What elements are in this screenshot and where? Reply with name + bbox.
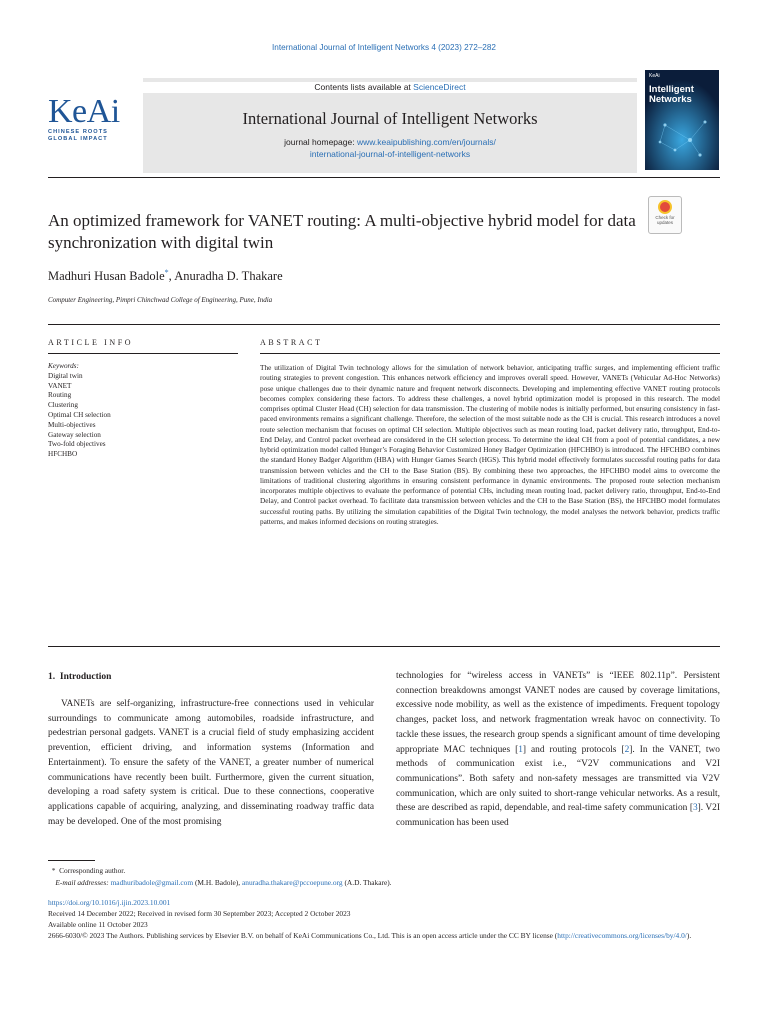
keywords-list [48,362,238,460]
contents-availability: Contents lists available at ScienceDirect [143,82,637,93]
license-statement: 2666-6030/© 2023 The Authors. Publishing services by Elsevier B.V. on behalf of KeAi Communications Co., Ltd. This is an open access article under the CC BY license (http://creativecommons.org/licenses/by/4.0/). [48,931,692,940]
abstract-text: The utilization of Digital Twin technology allows for the simulation of network behavior, anticipating traffic surges, and implementing efficient traffic routing strategies to prevent congestion. This enhances network efficiency and improves overall speed. However, VANETs (Vehicular Ad-Hoc Networks) pose unique challenges due to their dynamic nature and frequent network disconnects. Developing and implementing effective VANET routing protocols becomes complex considering these factors. To address these challenges, a novel hybrid optimization model is proposed in this research. The model comprises optimal Cluster Head (CH) selection for data transmission. The clustering of mobile nodes is initially performed, but ensuring consistency in fast-paced environments remains a significant challenge. Therefore, the selection of the most suitable node as the CH is crucial. This research introduces a novel route selection mechanism that focuses on optimal CH selection. Multiple objectives such as mean routing load, packet delivery ratio, throughput, End-to-End Delay, and Control packet overhead are considered in the CH selection process. To determine the ideal CH from a pool of potential candidates, a new hybrid optimization model called Hunger’s Foraging Behavior Customized Honey Badger Optimization (HFCHBO) is introduced. The HFCHBO combines the standard Honey Badger Algorithm (HBA) with Hunger Games Search (HGS). This hybrid model effectively formulates successful routing paths for data transmission between vehicles and the CH to the Base Station (BS). By combining these two approaches, the HFCHBO model aims to overcome the limitations of traditional clustering algorithms in ensuring consistent performance in dynamic environments. The proposed route selection mechanism incorporates multiple objectives to evaluate the performance of potential CHs, including mean routing load, packet delivery ratio, throughput, End-to-End Delay, and Control packet overhead. To facilitate data transmission between vehicles and the CH to the Base Station (BS), the HFCHBO model formulates successful routing paths. By utilizing the simulation capabilities of the Digital Twin technology, the model analyses the network behavior, predicts traffic patterns, and makes informed decisions on routing strategies. [260,363,720,526]
keyword: Digital twin [48,371,83,380]
footnote [48,865,720,889]
sciencedirect-link[interactable]: ScienceDirect [413,82,466,92]
abstract-bottom-divider [48,646,720,647]
email-addresses: E-mail addresses: madhuribadole@gmail.com (M.H. Badole), anuradha.thakare@pccoepune.org (A.D. Thakare). [55,878,392,887]
article-info-divider [48,353,238,354]
section-heading-introduction: 1. Introduction [48,672,112,682]
article-footer [48,897,720,941]
section-divider [48,324,720,325]
email-link[interactable]: madhuribadole@gmail.com [110,878,194,887]
keywords-label: Keywords: [48,362,79,370]
abstract-divider [260,353,720,354]
journal-cover-image: KeAi Intelligent Networks [645,70,719,170]
citation-ref-2[interactable]: 2 [624,744,630,755]
available-online: Available online 11 October 2023 [48,920,148,929]
body-text-right-column: technologies for “wireless access in VANETs” is “IEEE 802.11p”. Persistent connection breakdowns amongst VANET nodes are caused by coverage limitations, excessive node mobility, as well as the existence of impediments. Frequent topology changes, packet loss, and network fragmentation wreak havoc on connectivity. To tackle these issues, the research group spends a significant amount of time developing appropriate MAC techniques [1] and routing protocols [2]. In the VANET, two methods of communication exist i.e., “V2V communications and V2I communications”. Both safety and non-safety messages are transmitted via V2V communication, which are only suited to short-range vehicular networks. As a result, these are described as rapid, dependable, and real-time safety communication [3]. V2I communication has been used [396,671,720,829]
homepage-link-cont[interactable]: international-journal-of-intelligent-networks [309,149,471,159]
email-link[interactable]: anuradha.thakare@pccoepune.org [241,878,343,887]
footnote-divider [48,860,95,861]
journal-title: International Journal of Intelligent Networks [242,109,538,128]
check-updates-icon [658,200,672,214]
homepage-link[interactable]: www.keaipublishing.com/en/journals/ [356,137,496,147]
keyword: Gateway selection [48,430,101,439]
citation-ref-1[interactable]: 1 [518,744,523,755]
keyword: Clustering [48,401,78,410]
paper-title: An optimized framework for VANET routing: A multi-objective hybrid model for data synchronization with digital twin [48,211,636,252]
doi-link[interactable]: https://doi.org/10.1016/j.ijin.2023.10.001 [48,898,171,907]
corresponding-author-note: * Corresponding author. [51,866,126,875]
keai-logo [48,95,134,143]
keyword: Multi-objectives [48,420,96,429]
license-link[interactable]: http://creativecommons.org/licenses/by/4.0/ [557,931,687,940]
journal-banner [143,78,637,173]
keyword: HFCHBO [48,450,78,459]
author-name: Madhuri Husan Badole [48,269,165,284]
received-dates: Received 14 December 2022; Received in revised form 30 September 2023; Accepted 2 October 2023 [48,909,351,918]
check-for-updates-badge[interactable]: Check for updates [648,196,682,234]
article-info-heading: ARTICLE INFO [48,338,134,347]
header-divider [48,177,720,178]
keai-wordmark: KeAi [48,93,120,130]
author-list: Madhuri Husan Badole*, Anuradha D. Thakare [48,268,283,284]
journal-homepage: journal homepage: www.keaipublishing.com/en/journals/ international-journal-of-intelligent-networks [284,137,496,159]
keyword: Two-fold objectives [48,440,106,449]
keai-tagline: CHINESE ROOTS GLOBAL IMPACT [48,129,108,142]
author-name: Anuradha D. Thakare [174,269,283,284]
citation-ref-3[interactable]: 3 [692,803,698,814]
body-text-left-column: VANETs are self-organizing, infrastructure-free connections used in vehicular surroundings to communicate among automobiles, roadside infrastructure, and pedestrian personal gadgets. VANET is a crucial field of study emphasizing accident prevention, efficient driving, and information systems (Information and Entertainment). To ensure the safety of the VANET, a greater number of numerical communications have recently been built. Furthermore, given the current situation, developing a road safety system is critical. Due to these connections, cooperative applications capable of acquiring, analyzing, and disseminating roadway traffic data may be developed. One of the most promising [48,699,374,827]
keyword: Routing [48,391,72,400]
journal-citation[interactable]: International Journal of Intelligent Networks 4 (2023) 272–282 [272,43,496,52]
abstract-heading: ABSTRACT [260,338,323,347]
keyword: VANET [48,381,72,390]
corresponding-author-mark[interactable]: * [164,268,169,277]
keyword: Optimal CH selection [48,410,111,419]
affiliation: Computer Engineering, Pimpri Chinchwad College of Engineering, Pune, India [48,296,273,304]
